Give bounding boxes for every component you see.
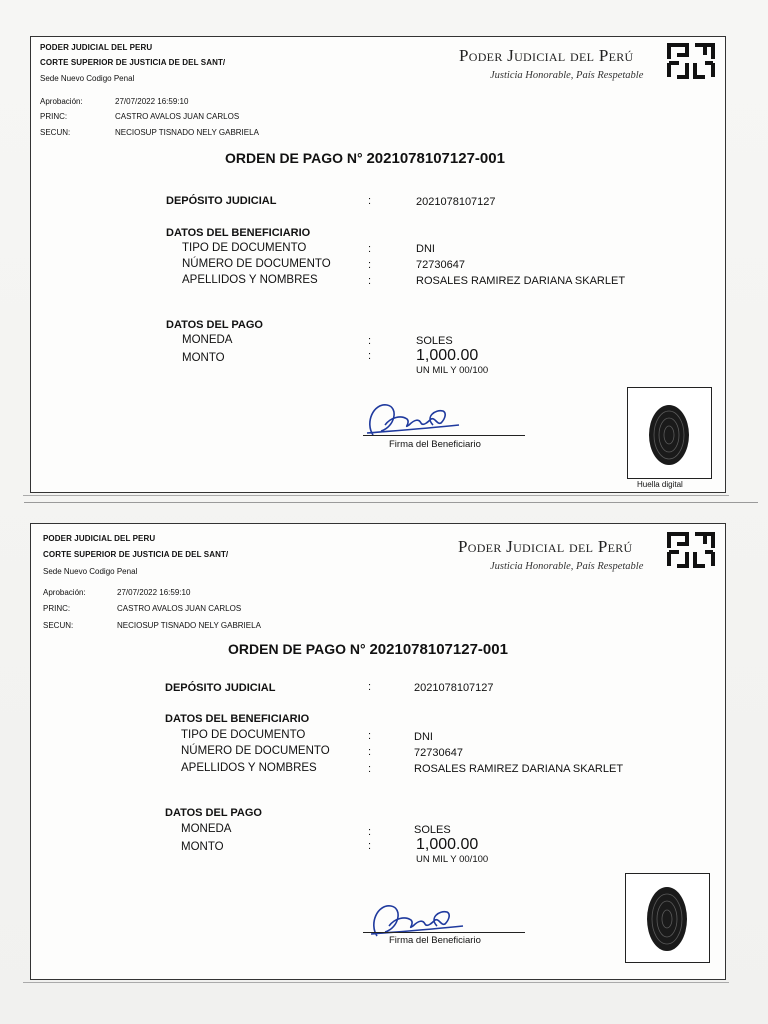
currency-label: MONEDA [182,334,233,346]
princ-name: CASTRO AVALOS JUAN CARLOS [115,112,240,121]
colon: : [368,259,372,271]
order-title: ORDEN DE PAGO N° 2021078107127-001 [228,641,508,658]
amount-label: MONTO [182,352,225,364]
currency-value: SOLES [416,335,453,347]
court-name: CORTE SUPERIOR DE JUSTICIA DE DEL SANT/ [40,58,226,67]
doc-number-value: 72730647 [414,747,463,759]
beneficiary-heading: DATOS DEL BENEFICIARIO [166,227,311,239]
deposit-label: DEPÓSITO JUDICIAL [166,195,277,207]
colon: : [368,195,372,207]
signature-line [363,435,525,436]
amount-value: 1,000.00 [416,347,479,364]
amount-label: MONTO [181,841,224,853]
colon: : [368,243,372,255]
doc-type-value: DNI [416,243,435,255]
fingerprint-caption: Huella digital [637,480,683,489]
secun-label: SECUN: [40,128,71,137]
office-name: Sede Nuevo Codigo Penal [43,567,138,576]
colon: : [368,335,372,347]
colon: : [368,730,372,742]
beneficiary-heading: DATOS DEL BENEFICIARIO [165,713,310,725]
doc-number-label: NÚMERO DE DOCUMENTO [182,258,331,270]
colon: : [368,763,372,775]
org-name: PODER JUDICIAL DEL PERU [40,43,153,52]
order-number: 2021078107127-001 [366,150,505,167]
amount-in-words: UN MIL Y 00/100 [416,365,489,376]
colon: : [368,746,372,758]
court-name: CORTE SUPERIOR DE JUSTICIA DE DEL SANT/ [43,550,229,559]
amount-in-words: UN MIL Y 00/100 [416,854,489,865]
approval-label: Aprobación: [43,588,86,597]
colon: : [368,681,372,693]
fingerprint-box [625,873,710,963]
full-name-value: ROSALES RAMIREZ DARIANA SKARLET [416,275,626,287]
secun-label: SECUN: [43,621,74,630]
logo-tagline: Justicia Honorable, País Respetable [490,561,644,572]
payment-order-voucher-1 [30,36,726,493]
doc-number-value: 72730647 [416,259,465,271]
order-title: ORDEN DE PAGO N° 2021078107127-001 [225,150,505,167]
signature-caption: Firma del Beneficiario [389,439,481,450]
logo-title: Poder Judicial del Perú [459,46,634,65]
secun-name: NECIOSUP TISNADO NELY GABRIELA [117,621,261,630]
colon: : [368,826,372,838]
deposit-label: DEPÓSITO JUDICIAL [165,682,276,694]
deposit-value: 2021078107127 [416,196,496,208]
signature-image [365,896,475,940]
full-name-label: APELLIDOS Y NOMBRES [181,762,317,774]
doc-type-label: TIPO DE DOCUMENTO [181,729,306,741]
currency-label: MONEDA [181,823,232,835]
payment-heading: DATOS DEL PAGO [166,319,263,331]
full-name-label: APELLIDOS Y NOMBRES [182,274,318,286]
approval-datetime: 27/07/2022 16:59:10 [115,97,189,106]
colon: : [368,275,372,287]
judiciary-emblem-icon [665,41,721,81]
payment-heading: DATOS DEL PAGO [165,807,262,819]
secun-name: NECIOSUP TISNADO NELY GABRIELA [115,128,259,137]
colon: : [368,840,372,852]
fingerprint-icon [628,388,711,478]
amount-value: 1,000.00 [416,836,479,853]
logo-title: Poder Judicial del Perú [458,537,633,556]
fingerprint-icon [626,874,709,962]
payment-order-voucher-2 [30,523,726,980]
logo-tagline: Justicia Honorable, País Respetable [490,70,644,81]
princ-label: PRINC: [40,112,68,121]
approval-datetime: 27/07/2022 16:59:10 [117,588,191,597]
doc-type-label: TIPO DE DOCUMENTO [182,242,307,254]
currency-value: SOLES [414,824,451,836]
colon: : [368,350,372,362]
signature-line [363,932,525,933]
signature-caption: Firma del Beneficiario [389,935,481,946]
princ-name: CASTRO AVALOS JUAN CARLOS [117,604,242,613]
fingerprint-box [627,387,712,479]
deposit-value: 2021078107127 [414,682,494,694]
order-number: 2021078107127-001 [369,641,508,658]
doc-type-value: DNI [414,731,433,743]
cut-line [24,502,758,503]
full-name-value: ROSALES RAMIREZ DARIANA SKARLET [414,763,624,775]
office-name: Sede Nuevo Codigo Penal [40,74,135,83]
doc-number-label: NÚMERO DE DOCUMENTO [181,745,330,757]
judiciary-emblem-icon [665,530,721,570]
org-name: PODER JUDICIAL DEL PERU [43,534,156,543]
approval-label: Aprobación: [40,97,83,106]
princ-label: PRINC: [43,604,71,613]
signature-image [361,395,471,439]
